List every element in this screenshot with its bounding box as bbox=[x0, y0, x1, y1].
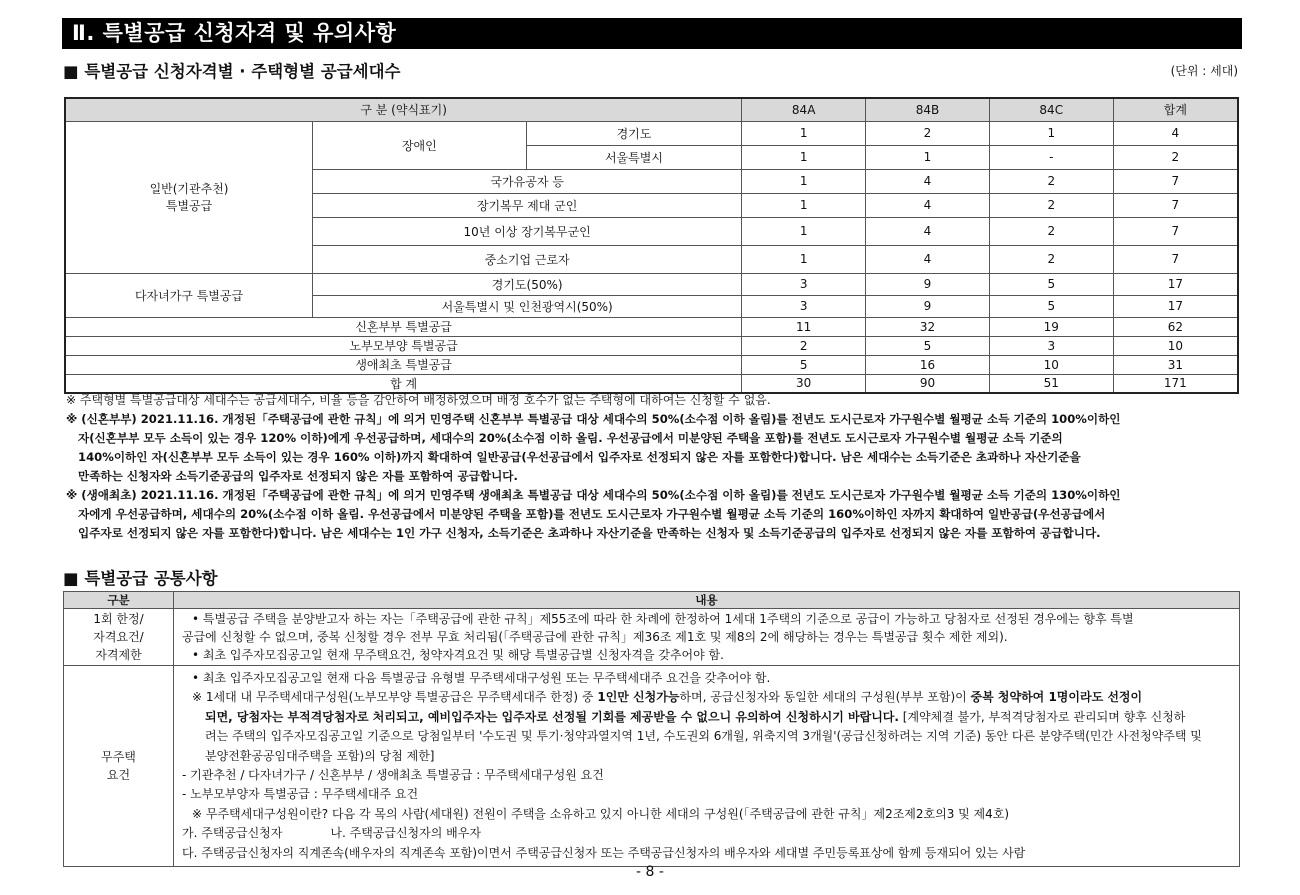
row-content-limit: • 특별공급 주택을 분양받고자 하는 자는「주택공급에 관한 규칙」제55조에 따라 한 차례에 한정하여 1세대 1주택의 기준으로 공급이 가능하고 당첨자로 선정된 경우에는 향후 특별 공급에 신청할 수 없으며, 중복 신청할 경우 전부 무효 처리됨(「주택공급에 관한 규칙」제36조 제1호 및 제8의 2에 해당하는 경우는 특별공급 횟수 제한 제외). • 최초 입주자모집공고일 현재 무주택요건, 청약자격요건 및 해당 특별공급별 신청자격을 갖추어야 함. bbox=[174, 609, 1240, 666]
header-content: 내용 bbox=[174, 592, 1240, 609]
table-header-row bbox=[65, 98, 1238, 121]
common-table bbox=[63, 591, 1240, 867]
section-heading-common: ■ 특별공급 공통사항 bbox=[63, 569, 218, 588]
note-allocation: ※ 주택형별 특별공급대상 세대수는 공급세대수, 비율 등을 감안하여 배정하였으며 배정 호수가 없는 주택형에 대하여는 신청할 수 없음. bbox=[66, 393, 771, 407]
row-label-limit: 1회 한정/ 자격요건/ 자격제한 bbox=[64, 609, 174, 666]
header-category: 구분 bbox=[64, 592, 174, 609]
table-row: 노부모부양 특별공급 2 5 3 10 bbox=[65, 336, 1238, 355]
header-category: 구 분 (약식표기) bbox=[65, 98, 742, 121]
note-newlywed: ※ (신혼부부) 2021.11.16. 개정된「주택공급에 관한 규칙」에 의거 민영주택 신혼부부 특별공급 대상 세대수의 50%(소수점 이하 올림)를 전년도 도시근로자 가구원수별 월평균 소득 기준의 100%이하인 자(신혼부부 모두 소득이 있는 경우 120% 이하)에게 우선공급하며, 세대수의 20%(소수점 이하 올림. 우선공급에서 미분양된 주택을 포함)를 전년도 도시근로자 가구원수별 월평균 소득 기준의 140%이하인 자(신혼부부 모두 소득이 있는 경우 160% 이하)까지 확대하여 일반공급(우선공급에서 입주자로 선정되지 않은 자를 포함한다)합니다. 남은 세대수는 소득기준은 초과하나 자산기준을 만족하는 신청자와 소득기준공급의 입주자로 선정되지 않은 자를 포함하여 공급합니다. bbox=[66, 412, 1121, 483]
header-84b: 84B bbox=[866, 98, 990, 121]
header-total: 합계 bbox=[1113, 98, 1238, 121]
page-number: - 8 - bbox=[636, 864, 664, 880]
general-special-label: 일반(기관추천) 특별공급 bbox=[65, 121, 313, 273]
table-total-row: 합 계 30 90 51 171 bbox=[65, 374, 1238, 393]
disabled-label: 장애인 bbox=[313, 121, 527, 169]
table-row: 국가유공자 등 1 4 2 7 bbox=[65, 169, 1238, 193]
section-heading-supply: ■ 특별공급 신청자격별 · 주택형별 공급세대수 bbox=[63, 62, 401, 81]
table-row: 10년 이상 장기복무군인 1 4 2 7 bbox=[65, 217, 1238, 245]
table-row: 중소기업 근로자 1 4 2 7 bbox=[65, 245, 1238, 273]
header-84c: 84C bbox=[989, 98, 1113, 121]
table-row: 생애최초 특별공급 5 16 10 31 bbox=[65, 355, 1238, 374]
table-row: 장기복무 제대 군인 1 4 2 7 bbox=[65, 193, 1238, 217]
table-row bbox=[64, 609, 1240, 666]
row-content-homeless: • 최초 입주자모집공고일 현재 다음 특별공급 유형별 무주택세대구성원 또는 무주택세대주 요건을 갖추어야 함. ※ 1세대 내 무주택세대구성원(노부모부양 특별공급은 무주택세대주 한정) 중 1인만 신청가능하며, 공급신청자와 동일한 세대의 구성원(부부 포함)이 중복 청약하여 1명이라도 선정이 되면, 당첨자는 부적격당첨자로 처리되고, 예비입주자는 입주자로 선정될 기회를 제공받을 수 없으니 유의하여 신청하시기 바랍니다. [계약체결 불가, 부적격당첨자로 관리되며 향후 신청하 려는 주택의 입주자모집공고일 기준으로 당첨일부터 '수도권 및 투기·청약과열지역 1년, 수도권외 6개월, 위축지역 3개월'(공급신청하려는 지역 기준) 동안 다른 분양주택(민간 사전청약주택 및 분양전환공공임대주택을 포함)의 당첨 제한] - 기관추천 / 다자녀가구 / 신혼부부 / 생애최초 특별공급 : 무주택세대구성원 요건 - 노부모부양자 특별공급 : 무주택세대주 요건 ※ 무주택세대구성원이란? 다음 각 목의 사람(세대원) 전원이 주택을 소유하고 있지 아니한 세대의 구성원(「주택공급에 관한 규칙」제2조제2호의3 및 제4호) 가. 주택공급신청자 나. 주택공급신청자의 배우자 다. 주택공급신청자의 직계존속(배우자의 직계존속 포함)이면서 주택공급신청자 또는 주택공급신청자의 배우자와 세대별 주민등록표상에 함께 등재되어 있는 사람 bbox=[174, 666, 1240, 867]
table-row bbox=[64, 666, 1240, 867]
table-row: 다자녀가구 특별공급 경기도(50%) 3 9 5 17 bbox=[65, 273, 1238, 295]
table-row: 일반(기관추천) 특별공급 장애인 경기도 1 2 1 4 bbox=[65, 121, 1238, 145]
table-row: 신혼부부 특별공급 11 32 19 62 bbox=[65, 317, 1238, 336]
table-row: 서울특별시 1 1 - 2 bbox=[65, 145, 1238, 169]
note-firsttime: ※ (생애최초) 2021.11.16. 개정된「주택공급에 관한 규칙」에 의거 민영주택 생애최초 특별공급 대상 세대수의 50%(소수점 이하 올림)를 전년도 도시근로자 가구원수별 월평균 소득 기준의 130%이하인 자에게 우선공급하며, 세대수의 20%(소수점 이하 올림. 우선공급에서 미분양된 주택을 포함)를 전년도 도시근로자 가구원수별 월평균 소득 기준의 160%이하인 자까지 확대하여 일반공급(우선공급에서 입주자로 선정되지 않은 자를 포함한다)합니다. 남은 세대수는 1인 가구 신청자, 소득기준은 초과하나 자산기준을 만족하는 신청자 및 소득기준공급의 입주자로 선정되지 않은 자를 포함하여 공급합니다. bbox=[66, 488, 1121, 540]
row-label-homeless: 무주택 요건 bbox=[64, 666, 174, 867]
table-row: 서울특별시 및 인천광역시(50%) 3 9 5 17 bbox=[65, 295, 1238, 317]
table-header-row bbox=[64, 592, 1240, 609]
supply-table bbox=[64, 97, 1239, 394]
page-title: Ⅱ. 특별공급 신청자격 및 유의사항 bbox=[62, 18, 1242, 49]
header-84a: 84A bbox=[742, 98, 866, 121]
multichild-label: 다자녀가구 특별공급 bbox=[65, 273, 313, 317]
unit-label: (단위 : 세대) bbox=[1170, 64, 1238, 78]
